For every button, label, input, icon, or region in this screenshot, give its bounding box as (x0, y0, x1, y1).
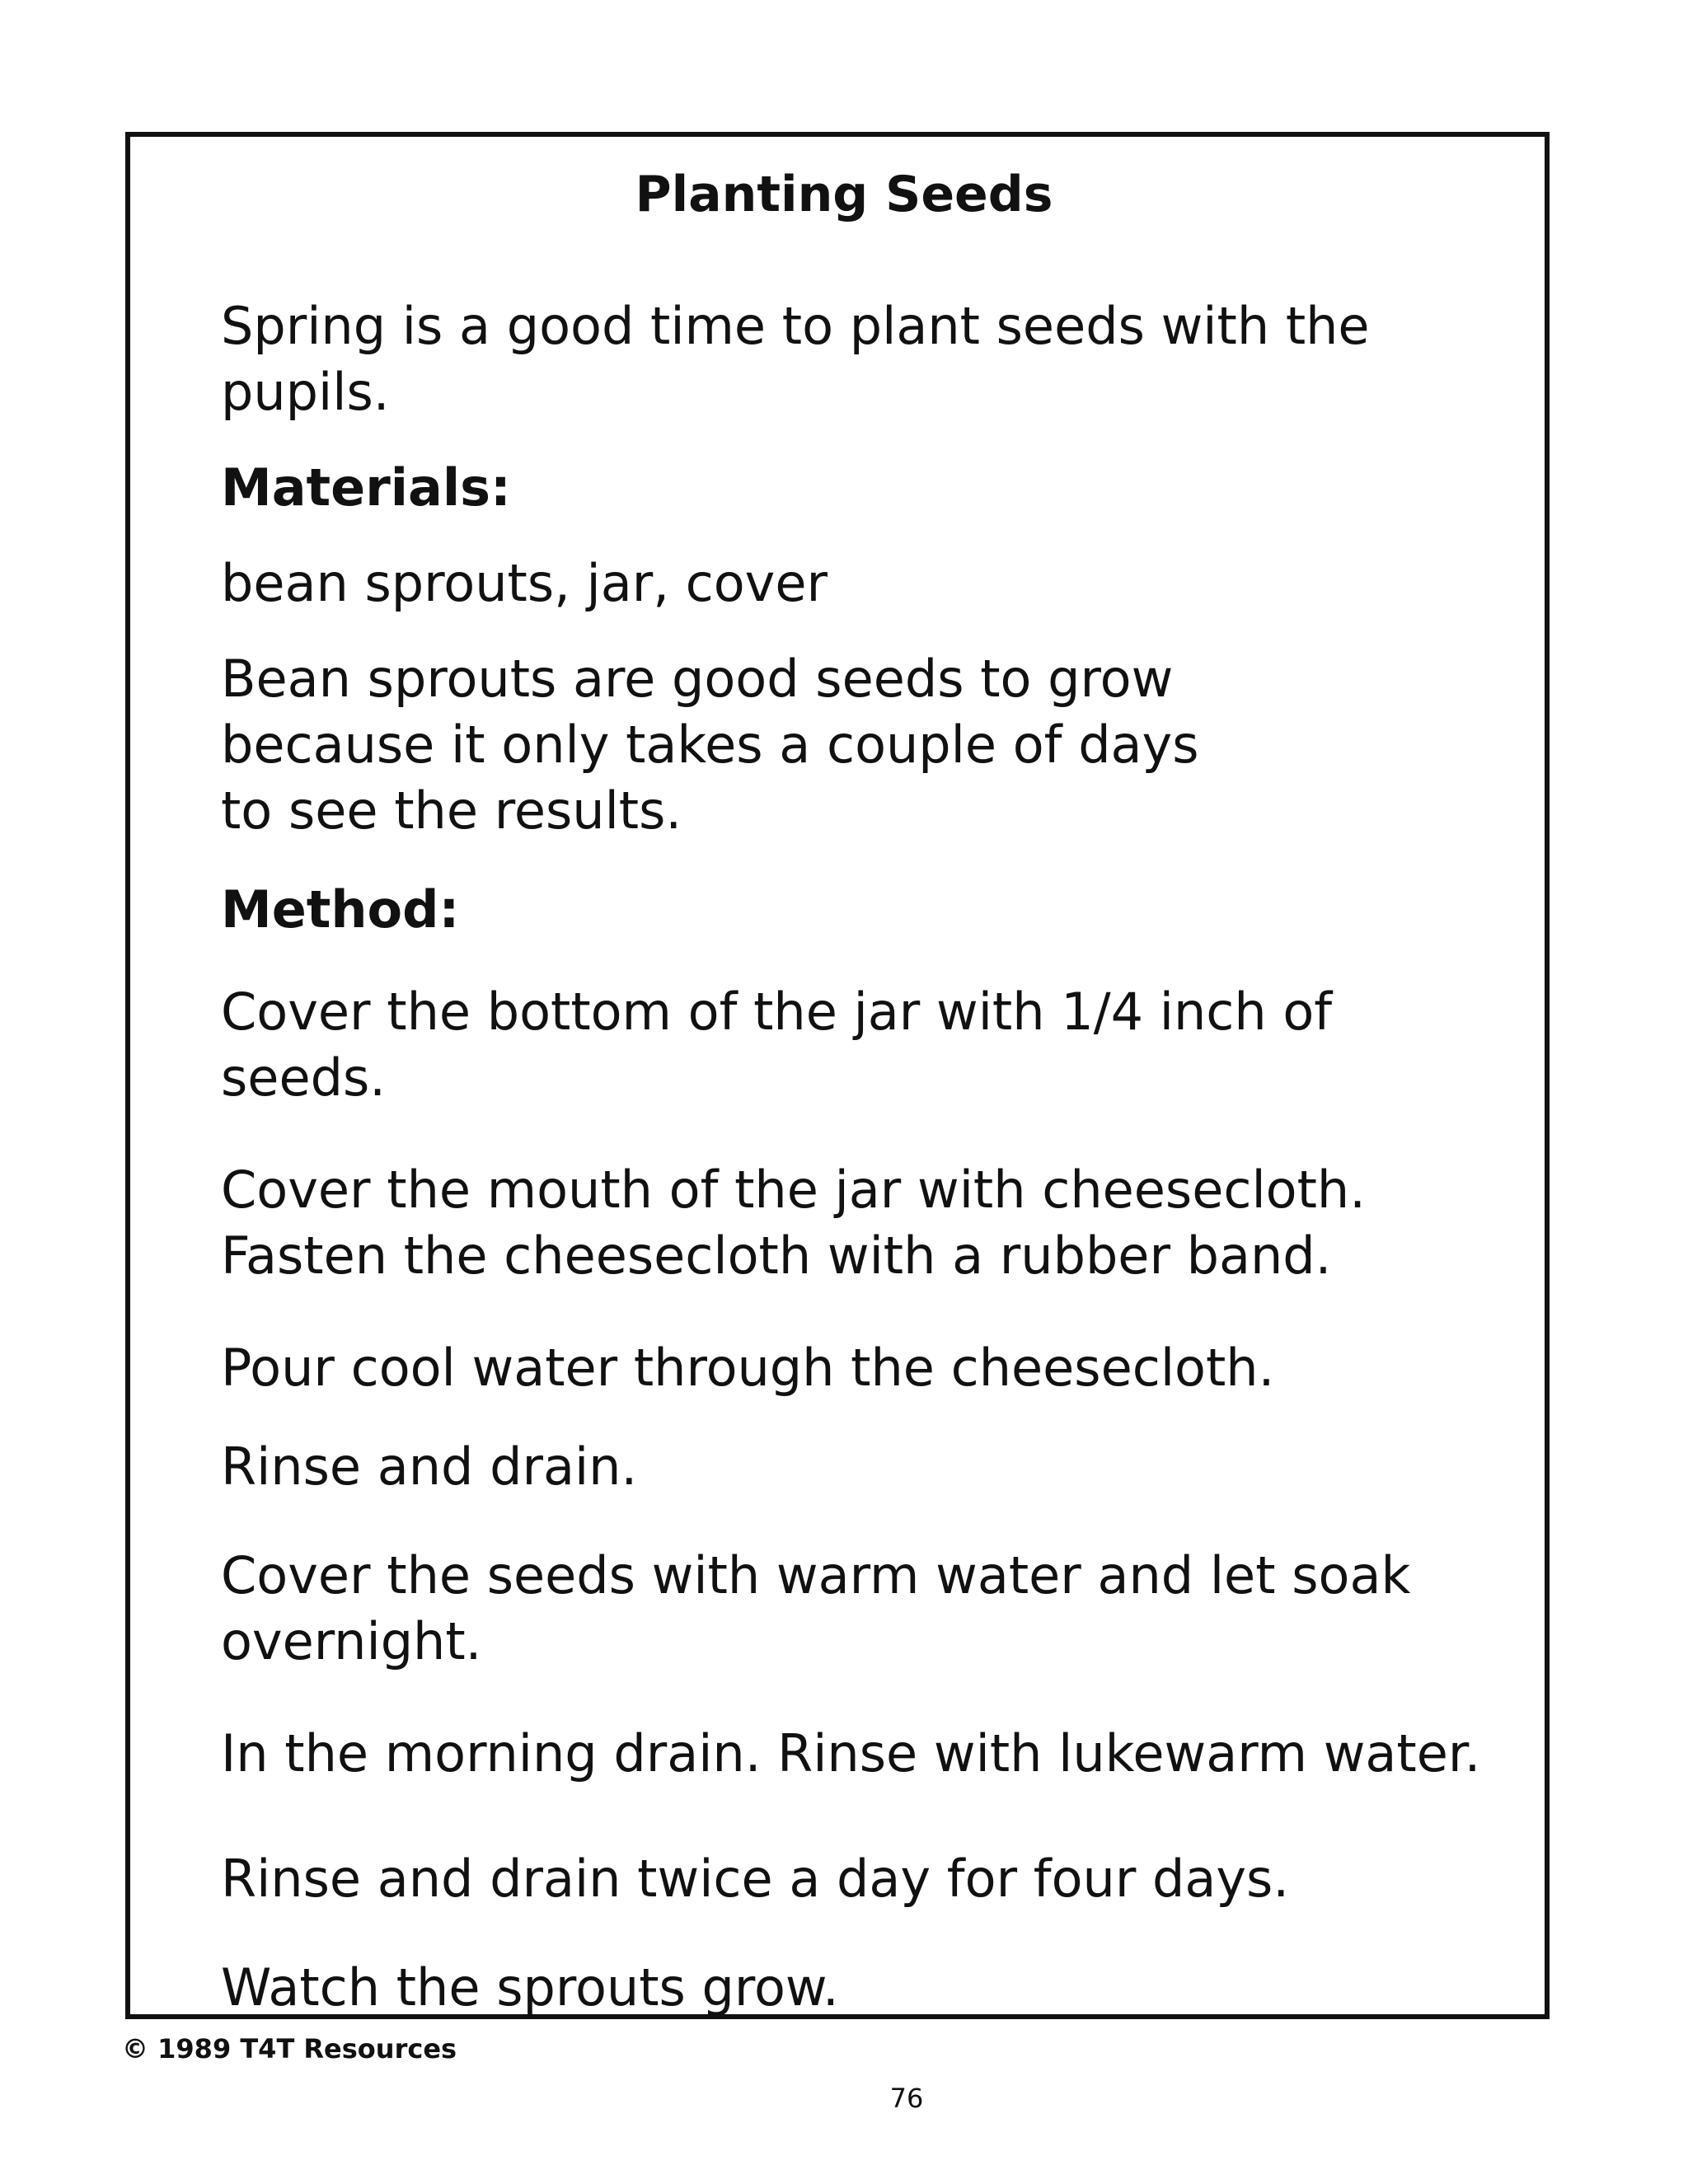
method-step-2-line-2: Fasten the cheesecloth with a rubber band. (221, 1226, 1332, 1286)
method-step-2-line-1: Cover the mouth of the jar with cheesecloth. (221, 1160, 1366, 1220)
method-step-8: Watch the sprouts grow. (221, 1957, 839, 2018)
intro-line-2: pupils. (221, 362, 390, 422)
method-step-7: Rinse and drain twice a day for four days. (221, 1849, 1290, 1909)
page-title: Planting Seeds (635, 166, 1053, 223)
method-heading: Method: (221, 879, 460, 940)
method-step-1-line-2: seeds. (221, 1047, 386, 1108)
method-step-3: Pour cool water through the cheesecloth. (221, 1338, 1275, 1398)
materials-heading: Materials: (221, 457, 511, 518)
method-step-5-line-1: Cover the seeds with warm water and let soak (221, 1545, 1411, 1605)
materials-note-line-2: because it only takes a couple of days (221, 715, 1199, 775)
method-step-5-line-2: overnight. (221, 1611, 482, 1671)
method-step-4: Rinse and drain. (221, 1436, 638, 1497)
materials-note-line-3: to see the results. (221, 780, 682, 841)
intro-line-1: Spring is a good time to plant seeds with the (221, 296, 1370, 356)
method-step-1-line-1: Cover the bottom of the jar with 1/4 inch of (221, 982, 1333, 1042)
copyright-notice: © 1989 T4T Resources (122, 2033, 457, 2064)
method-step-6: In the morning drain. Rinse with lukewarm water. (221, 1723, 1481, 1783)
materials-note-line-1: Bean sprouts are good seeds to grow (221, 649, 1174, 709)
materials-list: bean sprouts, jar, cover (221, 553, 828, 613)
page-number: 76 (889, 2083, 924, 2114)
